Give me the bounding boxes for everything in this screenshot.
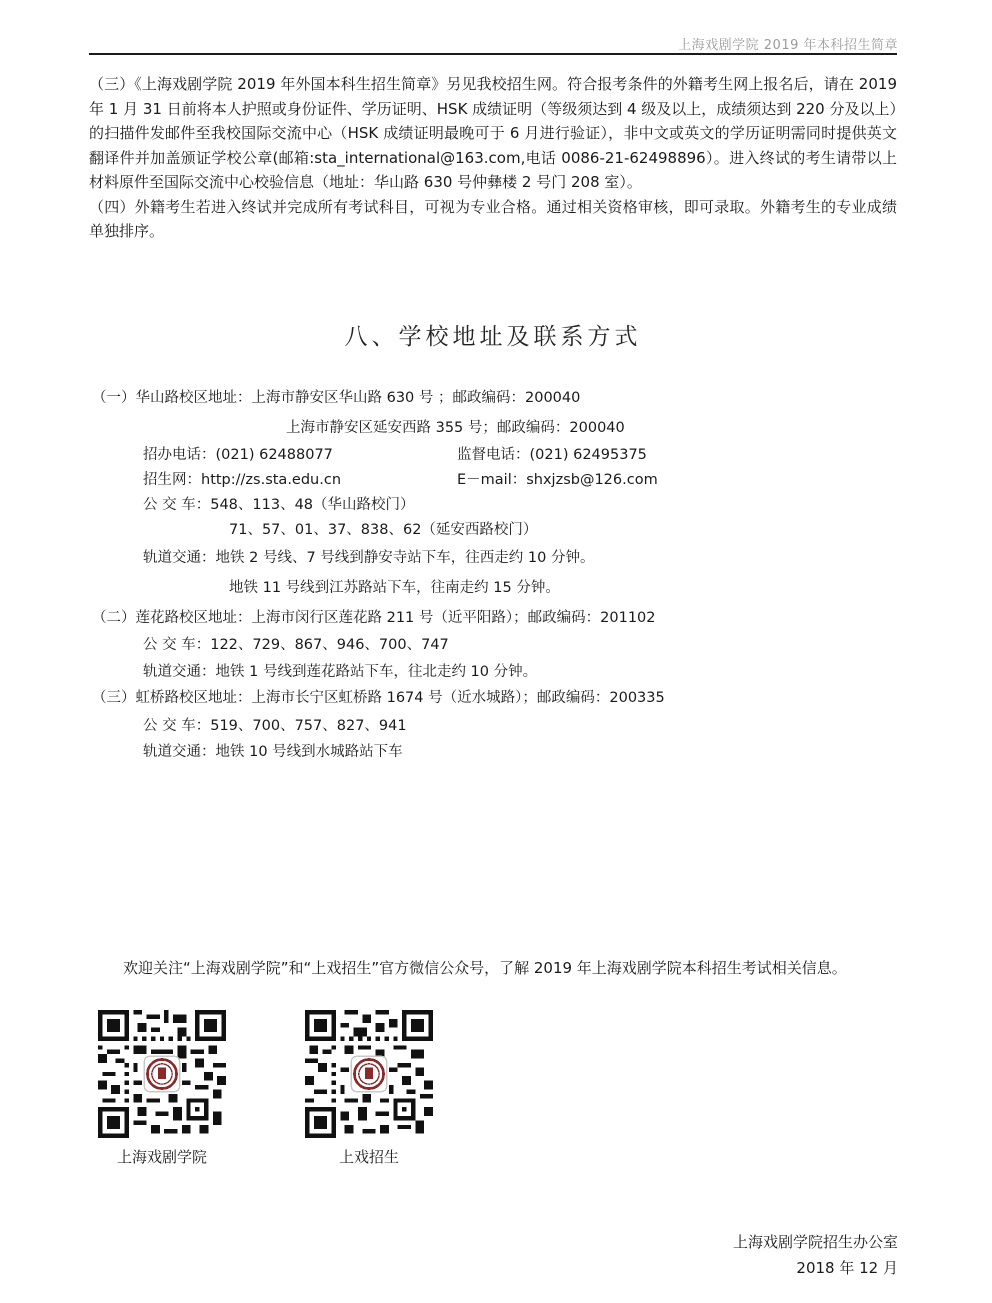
huashan-campus-address: （一）华山路校区地址：上海市静安区华山路 630 号 ；邮政编码：200040 [92, 390, 581, 406]
signature-date: 2018 年 12 月 [796, 1259, 898, 1277]
foreign-students-section [89, 72, 897, 244]
running-header: 上海戏剧学院 2019 年本科招生简章 [678, 38, 898, 53]
admission-email-link[interactable]: E－mail：shxjzsb@126.com [457, 472, 658, 488]
wechat-welcome-text: 欢迎关注“上海戏剧学院”和“上戏招生”官方微信公众号，了解 2019 年上海戏剧学院本科招生考试相关信息。 [123, 959, 847, 977]
qr-block-sta [96, 1010, 228, 1167]
qr-block-admissions [303, 1010, 435, 1167]
lianhua-campus-address: （二）莲花路校区地址：上海市闵行区莲花路 211 号（近平阳路）；邮政编码：201102 [92, 610, 656, 626]
admission-phone: 招办电话：(021) 62488077 [143, 447, 333, 463]
huashan-rail-line11: 地铁 11 号线到江苏路站下车，往南走约 15 分钟。 [229, 580, 560, 596]
hongqiao-campus-address: （三）虹桥路校区地址：上海市长宁区虹桥路 1674 号（近水城路）；邮政编码：200335 [92, 690, 665, 706]
qr-label-admissions: 上戏招生 [338, 1148, 399, 1166]
paragraph-foreign-application: （三）《上海戏剧学院 2019 年外国本科生招生简章》另见我校招生网。符合报考条件的外籍考生网上报名后，请在 2019 年 1 月 31 日前将本人护照或身份证件、学历证明、HSK 成绩证明（等级须达到 4 级及以上，成绩须达到 220 分及以上）的扫描件发邮件至我校国际交流中心（HSK 成绩证明最晚可于 6 月进行验证），非中文或英文的学历证明需同时提供英文翻译件并加盖颁证学校公章(邮箱:sta_international@163.com,电话 0086-21-62498896）。进入终试的考生请带以上材料原件至国际交流中心校验信息（地址：华山路 630 号仲彝楼 2 号门 208 室）。 [89, 75, 897, 191]
section-title: 八、学校地址及联系方式 [344, 324, 642, 350]
header-rule [89, 53, 897, 55]
signature-office: 上海戏剧学院招生办公室 [732, 1233, 898, 1251]
paragraph-foreign-admission: （四）外籍考生若进入终试并完成所有考试科目，可视为专业合格。通过相关资格审核，即可录取。外籍考生的专业成绩单独排序。 [89, 197, 897, 240]
huashan-rail-line2-7: 轨道交通：地铁 2 号线、7 号线到静安寺站下车，往西走约 10 分钟。 [143, 550, 595, 566]
qr-label-sta: 上海戏剧学院 [116, 1148, 207, 1166]
hongqiao-rail: 轨道交通：地铁 10 号线到水城路站下车 [143, 744, 403, 760]
supervision-phone: 监督电话：(021) 62495375 [457, 447, 647, 463]
lianhua-rail: 轨道交通：地铁 1 号线到莲花路站下车，往北走约 10 分钟。 [143, 664, 538, 680]
qr-code-icon[interactable] [98, 1010, 226, 1138]
hongqiao-bus-lines: 公 交 车：519、700、757、827、941 [143, 718, 407, 734]
lianhua-bus-lines: 公 交 车：122、729、867、946、700、747 [143, 637, 449, 653]
huashan-bus-lines: 公 交 车：548、113、48（华山路校门） [143, 497, 415, 513]
yananxi-address: 上海市静安区延安西路 355 号；邮政编码：200040 [286, 420, 625, 436]
yananxi-bus-lines: 71、57、01、37、838、62（延安西路校门） [229, 522, 538, 538]
qr-code-icon[interactable] [305, 1010, 433, 1138]
admission-website-link[interactable]: 招生网：http://zs.sta.edu.cn [143, 472, 342, 488]
